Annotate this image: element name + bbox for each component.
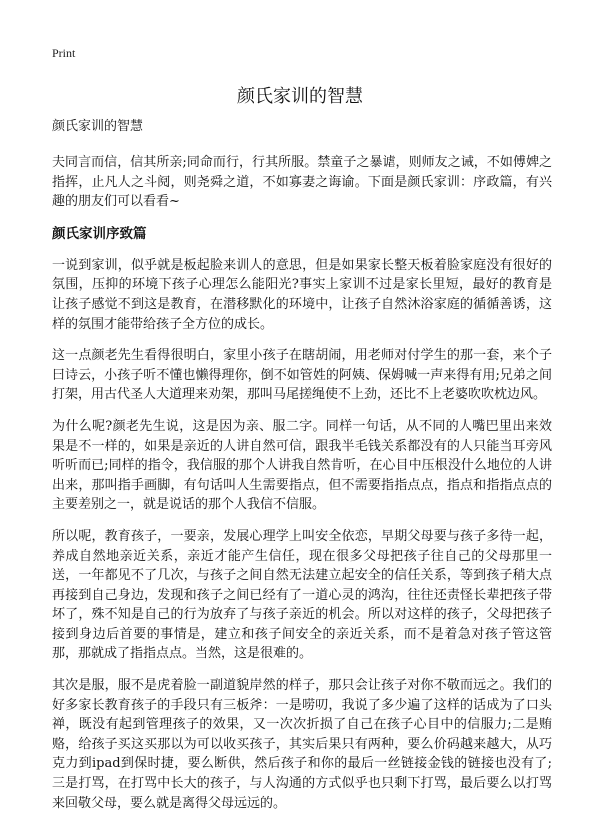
body-paragraph: 为什么呢?颜老先生说，这是因为亲、服二字。同样一句话，从不同的人嘴巴里出来效果是不一样的，如果是亲近的人讲自然可信，跟我半毛钱关系都没有的人只能当耳旁风听听而已;同样的指令，我信服的那个人讲我自然肯听，在心目中压根没什么地位的人讲出来，那叫指手画脚，有句话叫人生需要指点，但不需要指指点点，指点和指指点点的主要差别之一，就是说话的那个人我信不信服。 xyxy=(52,418,552,513)
body-paragraph: 所以呢，教育孩子，一要亲，发展心理学上叫安全依恋，早期父母要与孩子多待一起，养成自然地亲近关系，亲近才能产生信任，现在很多父母把孩子往自己的父母那里一送，一年都见不了几次，与孩子之间自然无法建立起安全的信任关系，等到孩子稍大点再接到自己身边，发现和孩子之间已经有了一道心灵的鸿沟，往往还责怪长辈把孩子带坏了，殊不知是自己的行为放弃了与孩子亲近的机会。所以对这样的孩子，父母把孩子接到身边后首要的事情是，建立和孩子间安全的亲近关系，而不是着急对孩子管这管那，那就成了指指点点。当然，这是很难的。 xyxy=(52,528,552,662)
print-link[interactable]: Print xyxy=(52,46,76,60)
intro-paragraph: 夫同言而信，信其所亲;同命而行，行其所服。禁童子之暴谑，则师友之诫，不如傅婢之指挥，止凡人之斗阋，则尧舜之道，不如寡妻之诲谕。下面是颜氏家训：序政篇，有兴趣的朋友们可以看看~ xyxy=(52,155,552,210)
section-heading: 颜氏家训序致篇 xyxy=(52,225,147,242)
page-title: 颜氏家训的智慧 xyxy=(237,86,363,107)
body-paragraph: 这一点颜老先生看得很明白，家里小孩子在瞎胡闹，用老师对付学生的那一套，来个子曰诗云，小孩子听不懂也懒得理你，倒不如管姓的阿姨、保姆喊一声来得有用;兄弟之间打架，用古代圣人大道理来劝架，那叫马尾搓绳使不上劲，还比不上老婆吹吹枕边风。 xyxy=(52,348,552,403)
body-paragraph: 其次是服，服不是虎着脸一副道貌岸然的样子，那只会让孩子对你不敬而远之。我们的好多家长教育孩子的手段只有三板斧：一是唠叨，我说了多少遍了这样的话成为了口头禅，既没有起到管理孩子的效果，又一次次折损了自己在孩子心目中的信服力;二是贿赂，给孩子买这买那以为可以收买孩子，其实后果只有两种，要么价码越来越大，从巧克力到ipad到保时捷，要么断供，然后孩子和你的最后一丝链接金钱的链接也没有了;三是打骂，在打骂中长大的孩子，与人沟通的方式似乎也只剩下打骂，最后要么以打骂来回敬父母，要么就是离得父母远远的。 xyxy=(52,678,552,811)
article-subtitle: 颜氏家训的智慧 xyxy=(52,119,144,134)
article-body xyxy=(52,117,552,825)
body-paragraph: 一说到家训，似乎就是板起脸来训人的意思，但是如果家长整天板着脸家庭没有很好的氛围，压抑的环境下孩子心理怎么能阳光?事实上家训不过是家长里短，最好的教育是让孩子感觉不到这是教育，在潜移默化的环境中，让孩子自然沐浴家庭的循循善诱，这样的氛围才能带给孩子全方位的成长。 xyxy=(52,257,552,332)
